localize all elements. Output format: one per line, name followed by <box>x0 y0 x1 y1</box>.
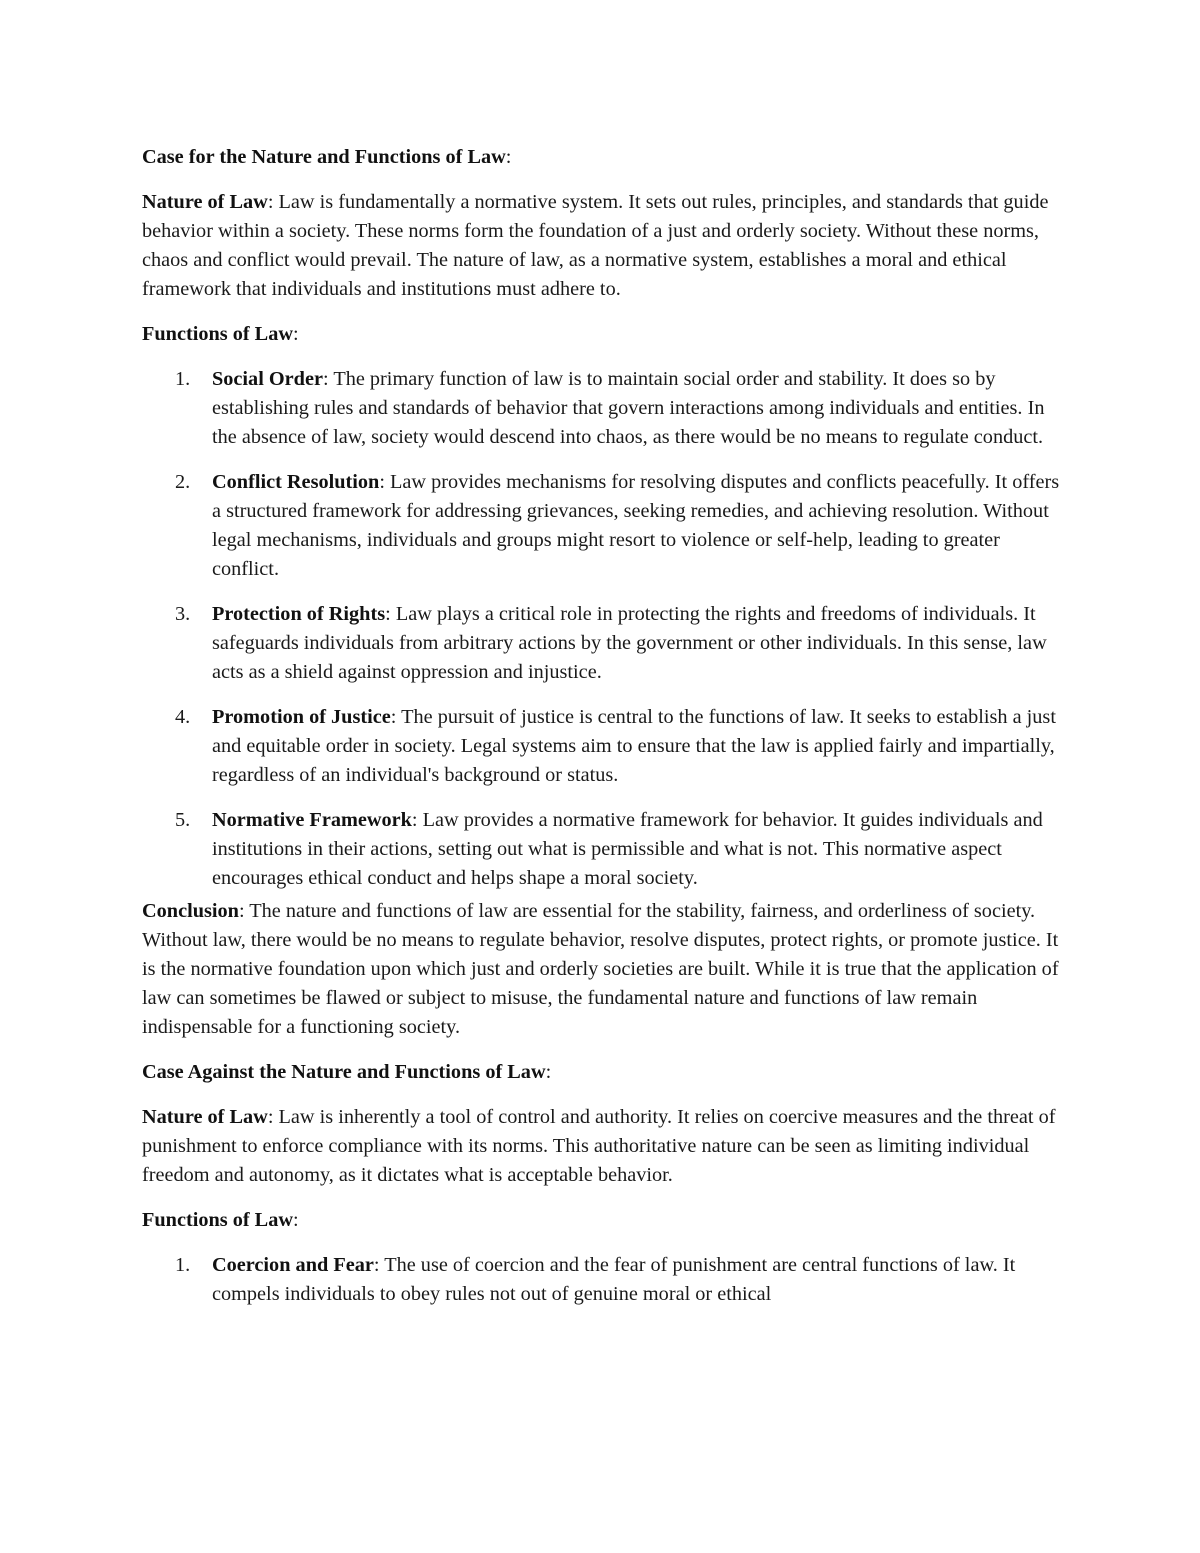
paragraph-text: Law is inherently a tool of control and authority. It relies on coercive measures and the threat of punishment to enforce compliance with its norms. This authoritative nature can be seen as limiting individual freedom and autonomy, as it dictates what is acceptable behavior. <box>142 1106 1056 1186</box>
list-number: 4. <box>175 706 191 728</box>
term-label: Protection of Rights <box>212 603 386 625</box>
paragraph-text: Law is fundamentally a normative system. It sets out rules, principles, and standards that guide behavior within a society. These norms form the foundation of a just and orderly society. Without these norms, chaos and conflict would prevail. The nature of law, as a normative system, establishes a moral and ethical framework that individuals and institutions must adhere to. <box>142 191 1049 300</box>
item-text: Law provides mechanisms for resolving disputes and conflicts peacefully. It offers a structured framework for addressing grievances, seeking remedies, and achieving resolution. Without legal mechanisms, individuals and groups might resort to violence or self-help, leading to greater conflict. <box>212 471 1060 580</box>
term-label: Nature of Law <box>142 1106 268 1128</box>
list-item: 3. Protection of Rights: Law plays a critical role in protecting the rights and freedoms of individuals. It safeguards individuals from arbitrary actions by the government or other individuals. In this sense, law acts as a shield against oppression and injustice. <box>142 600 1060 687</box>
functions-list <box>142 365 1060 893</box>
item-text: The pursuit of justice is central to the functions of law. It seeks to establish a just and equitable order in society. Legal systems aim to ensure that the law is applied fairly and impartially, regardless of an individual's background or status. <box>212 706 1056 786</box>
term-label: Coercion and Fear <box>212 1254 374 1276</box>
list-number: 3. <box>175 603 191 625</box>
conclusion-paragraph: Conclusion: The nature and functions of law are essential for the stability, fairness, and orderliness of society. Without law, there would be no means to regulate behavior, resolve disputes, protect rights, or promote justice. It is the normative foundation upon which just and orderly societies are built. While it is true that the application of law can sometimes be flawed or subject to misuse, the fundamental nature and functions of law remain indispensable for a functioning society. <box>142 900 1059 1038</box>
functions-list <box>142 1251 1060 1309</box>
list-item: 2. Conflict Resolution: Law provides mechanisms for resolving disputes and conflicts peacefully. It offers a structured framework for addressing grievances, seeking remedies, and achieving resolution. Without legal mechanisms, individuals and groups might resort to violence or self-help, leading to greater conflict. <box>142 468 1060 584</box>
term-label: Social Order <box>212 368 323 390</box>
paragraph-text: The nature and functions of law are essential for the stability, fairness, and orderliness of society. Without law, there would be no means to regulate behavior, resolve disputes, protect rights, or promote justice. It is the normative foundation upon which just and orderly societies are built. While it is true that the application of law can sometimes be flawed or subject to misuse, the fundamental nature and functions of law remain indispensable for a functioning society. <box>142 900 1059 1038</box>
term-label: Conclusion <box>142 900 239 922</box>
term-label: Conflict Resolution <box>212 471 380 493</box>
term-label: Nature of Law <box>142 191 268 213</box>
list-item: 4. Promotion of Justice: The pursuit of justice is central to the functions of law. It seeks to establish a just and equitable order in society. Legal systems aim to ensure that the law is applied fairly and impartially, regardless of an individual's background or status. <box>142 703 1060 790</box>
list-item: 1. Coercion and Fear: The use of coercion and the fear of punishment are central functions of law. It compels individuals to obey rules not out of genuine moral or ethical <box>142 1251 1060 1309</box>
nature-of-law-paragraph: Nature of Law: Law is inherently a tool of control and authority. It relies on coercive measures and the threat of punishment to enforce compliance with its norms. This authoritative nature can be seen as limiting individual freedom and autonomy, as it dictates what is acceptable behavior. <box>142 1106 1056 1186</box>
section-heading-case-against: Case Against the Nature and Functions of Law: <box>142 1061 552 1083</box>
nature-of-law-paragraph: Nature of Law: Law is fundamentally a normative system. It sets out rules, principles, and standards that guide behavior within a society. These norms form the foundation of a just and orderly society. Without these norms, chaos and conflict would prevail. The nature of law, as a normative system, establishes a moral and ethical framework that individuals and institutions must adhere to. <box>142 191 1049 300</box>
item-text: Law plays a critical role in protecting the rights and freedoms of individuals. It safeguards individuals from arbitrary actions by the government or other individuals. In this sense, law acts as a shield against oppression and injustice. <box>212 603 1047 683</box>
item-text: The use of coercion and the fear of punishment are central functions of law. It compels individuals to obey rules not out of genuine moral or ethical <box>212 1254 1016 1305</box>
functions-heading: Functions of Law: <box>142 323 299 345</box>
list-number: 2. <box>175 471 191 493</box>
list-number: 1. <box>175 368 191 390</box>
list-number: 1. <box>175 1254 191 1276</box>
term-label: Promotion of Justice <box>212 706 391 728</box>
section-heading-case-for: Case for the Nature and Functions of Law: <box>142 146 512 168</box>
list-item: 1. Social Order: The primary function of law is to maintain social order and stability. It does so by establishing rules and standards of behavior that govern interactions among individuals and entities. In the absence of law, society would descend into chaos, as there would be no means to regulate conduct. <box>142 365 1060 452</box>
list-number: 5. <box>175 809 191 831</box>
functions-heading: Functions of Law: <box>142 1209 299 1231</box>
list-item: 5. Normative Framework: Law provides a normative framework for behavior. It guides individuals and institutions in their actions, setting out what is permissible and what is not. This normative aspect encourages ethical conduct and helps shape a moral society. <box>142 806 1060 893</box>
item-text: The primary function of law is to maintain social order and stability. It does so by establishing rules and standards of behavior that govern interactions among individuals and entities. In the absence of law, society would descend into chaos, as there would be no means to regulate conduct. <box>212 368 1045 448</box>
term-label: Normative Framework <box>212 809 412 831</box>
item-text: Law provides a normative framework for behavior. It guides individuals and institutions in their actions, setting out what is permissible and what is not. This normative aspect encourages ethical conduct and helps shape a moral society. <box>212 809 1043 889</box>
